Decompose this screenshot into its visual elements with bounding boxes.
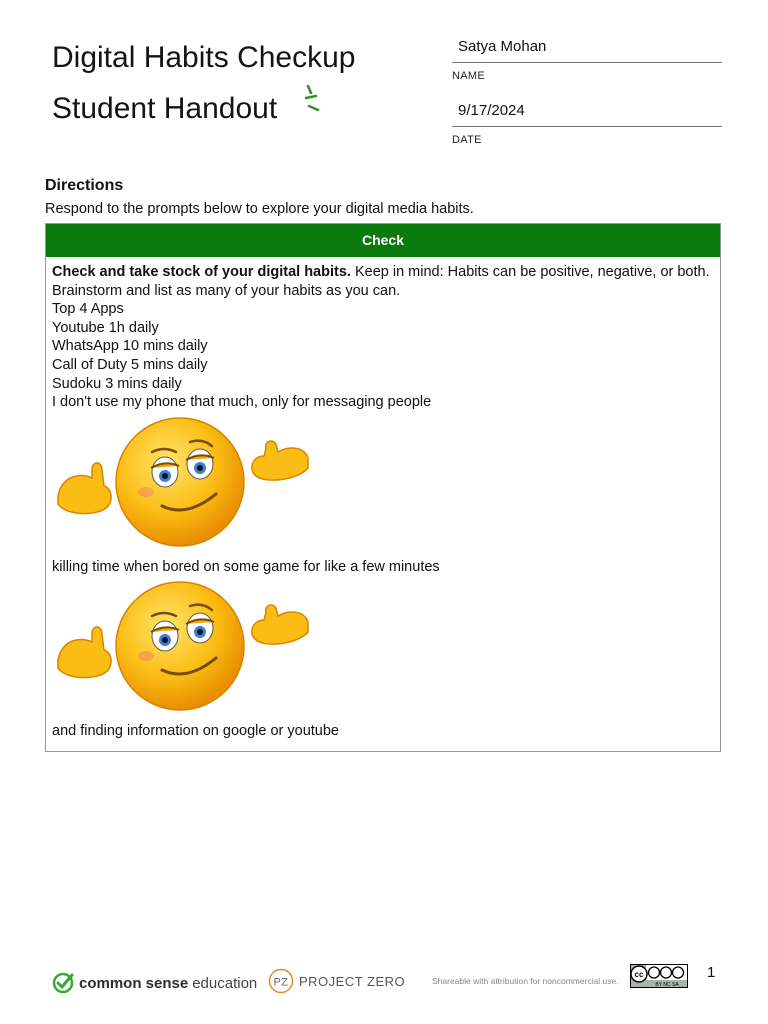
pz-text: PROJECT ZERO — [299, 973, 406, 989]
name-label: NAME — [452, 70, 485, 82]
cc-sub-label: BY NC SA — [655, 982, 679, 988]
handout-title-line-1: Digital Habits Checkup — [52, 41, 356, 74]
response-line: Brainstorm and list as many of your habits as you can. — [52, 282, 401, 299]
shrug-emoji-icon — [52, 580, 314, 714]
check-prompt — [52, 263, 714, 282]
cs-brand-light: education — [192, 974, 258, 992]
sparkle-icon — [302, 84, 326, 118]
response-line: I don't use my phone that much, only for messaging people — [52, 394, 432, 411]
response-line: Sudoku 3 mins daily — [52, 375, 182, 392]
response-line: Call of Duty 5 mins daily — [52, 356, 208, 373]
check-circle-icon — [52, 972, 74, 994]
license-text: Shareable with attribution for noncommercial use. — [432, 976, 619, 986]
date-field[interactable] — [452, 100, 722, 146]
date-underline — [452, 126, 722, 127]
check-header: Check — [46, 224, 720, 257]
svg-text:cc: cc — [634, 970, 644, 979]
page-number: 1 — [707, 964, 716, 981]
response-line: WhatsApp 10 mins daily — [52, 338, 208, 355]
page-footer — [0, 962, 768, 1002]
response-line: and finding information on google or youtube — [52, 723, 339, 740]
check-response-area[interactable] — [46, 257, 720, 741]
cs-brand-bold: common sense — [79, 974, 189, 992]
check-prompt-bold: Check and take stock of your digital habits. — [52, 264, 351, 280]
shrug-emoji-icon — [52, 416, 314, 550]
name-field[interactable] — [452, 36, 722, 82]
common-sense-education-logo — [52, 972, 257, 994]
date-label: DATE — [452, 134, 482, 146]
pz-badge-text: PZ — [273, 976, 289, 989]
name-value[interactable]: Satya Mohan — [458, 38, 547, 55]
pz-badge-icon — [268, 968, 294, 994]
handout-title-line-2: Student Handout — [52, 92, 278, 125]
creative-commons-icon — [630, 964, 688, 988]
check-section — [45, 223, 721, 752]
directions-heading: Directions — [45, 177, 124, 194]
directions-text: Respond to the prompts below to explore your digital media habits. — [45, 201, 474, 217]
response-line: Youtube 1h daily — [52, 319, 159, 336]
check-prompt-rest: Keep in mind: Habits can be positive, negative, or both. — [350, 264, 710, 280]
project-zero-logo — [268, 968, 405, 994]
name-underline — [452, 62, 722, 63]
response-line: killing time when bored on some game for like a few minutes — [52, 558, 440, 575]
date-value[interactable]: 9/17/2024 — [458, 102, 525, 119]
response-line: Top 4 Apps — [52, 301, 124, 318]
